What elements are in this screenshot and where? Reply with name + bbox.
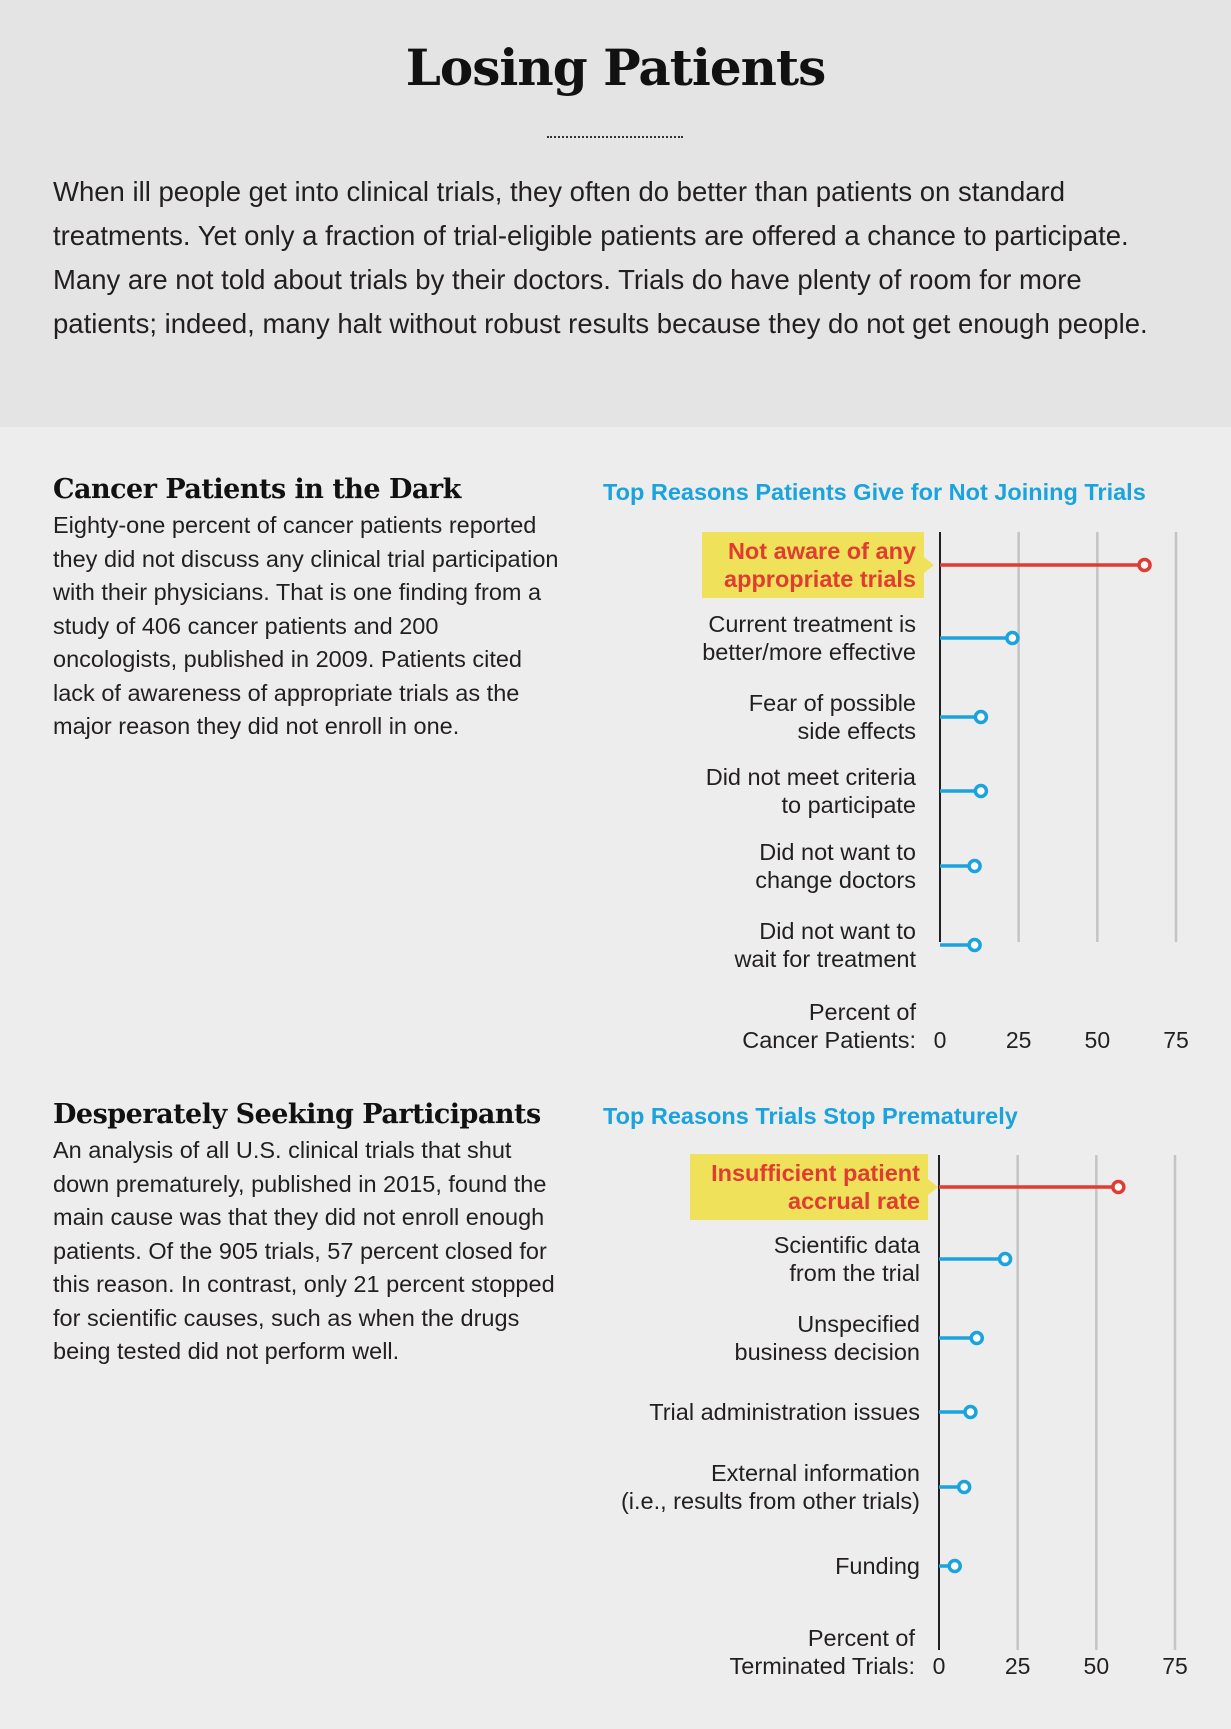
intro-paragraph: When ill people get into clinical trials, they often do better than patients on standard treatments. Yet only a fraction of trial-eligible patients are offered a chance to participate. Many are not told about trials by their doctors. Trials do have plenty of room for more patients; indeed, many halt without robust results because they do not get enough people.	[53, 176, 1148, 339]
category-label: side effects	[797, 718, 916, 744]
lollipop-marker	[959, 1482, 970, 1493]
axis-label: Percent of	[807, 1625, 915, 1651]
lollipop-marker	[971, 1333, 982, 1344]
chart-title-trial-stop-reasons: Top Reasons Trials Stop Prematurely	[603, 1103, 1018, 1129]
title-divider	[547, 136, 683, 138]
category-label: Scientific data	[773, 1232, 920, 1258]
section-text-cancer-patients: Eighty-one percent of cancer patients reported they did not discuss any clinical trial participation with their physicians. That is one finding from a study of 406 cancer patients and 200 oncologists, published in 2009. Patients cited lack of awareness of appropriate trials as the major reason they did not enroll in one.	[53, 512, 559, 739]
category-label: Current treatment is	[708, 611, 916, 637]
category-label: wait for treatment	[734, 946, 916, 972]
tick-label: 50	[1083, 1653, 1110, 1679]
category-label: Trial administration issues	[649, 1399, 920, 1425]
lollipop-marker	[1139, 560, 1150, 571]
category-label: Did not meet criteria	[705, 764, 916, 790]
header-panel	[0, 0, 1231, 427]
category-label: business decision	[734, 1339, 920, 1365]
category-label: Fear of possible	[748, 690, 916, 716]
lollipop-marker	[1000, 1254, 1011, 1265]
lollipop-marker	[969, 940, 980, 951]
category-label: Did not want to	[759, 918, 916, 944]
tick-label: 0	[932, 1653, 946, 1679]
axis-label: Terminated Trials:	[729, 1653, 915, 1679]
highlight-label-pointer	[924, 557, 934, 573]
category-label: accrual rate	[788, 1188, 920, 1214]
lollipop-marker	[965, 1407, 976, 1418]
tick-label: 25	[1005, 1027, 1032, 1053]
category-label: Not aware of any	[727, 538, 916, 564]
chart-patient-reasons	[0, 510, 1231, 1070]
category-label: Insufficient patient	[711, 1160, 920, 1186]
tick-label: 75	[1163, 1027, 1189, 1053]
chart-title-patient-reasons: Top Reasons Patients Give for Not Joining Trials	[603, 479, 1146, 505]
tick-label: 0	[933, 1027, 947, 1053]
section-text-seeking-participants: An analysis of all U.S. clinical trials that shut down prematurely, published in 2015, found the main cause was that they did not enroll enough patients. Of the 905 trials, 57 percent closed for this reason. In contrast, only 21 percent stopped for scientific causes, such as when the drugs being tested did not perform well.	[53, 1137, 555, 1364]
page-title: Losing Patients	[405, 38, 826, 97]
category-label: change doctors	[755, 867, 916, 893]
lollipop-marker	[969, 861, 980, 872]
chart-trial-stop-reasons	[0, 1130, 1231, 1710]
lollipop-marker	[949, 1561, 960, 1572]
category-label: (i.e., results from other trials)	[620, 1488, 920, 1514]
lollipop-marker	[1113, 1182, 1124, 1193]
category-label: from the trial	[789, 1260, 920, 1286]
category-label: appropriate trials	[724, 566, 916, 592]
tick-label: 50	[1084, 1027, 1111, 1053]
section-heading-cancer-patients: Cancer Patients in the Dark	[53, 474, 461, 505]
axis-label: Percent of	[808, 999, 916, 1025]
tick-label: 25	[1004, 1653, 1031, 1679]
category-label: to participate	[781, 792, 916, 818]
category-label: Funding	[835, 1553, 920, 1579]
axis-label: Cancer Patients:	[742, 1027, 916, 1053]
lollipop-marker	[975, 786, 986, 797]
highlight-label-pointer	[928, 1179, 938, 1195]
category-label: better/more effective	[702, 639, 916, 665]
section-heading-seeking-participants: Desperately Seeking Participants	[53, 1099, 541, 1130]
category-label: Did not want to	[759, 839, 916, 865]
lollipop-marker	[1007, 633, 1018, 644]
category-label: Unspecified	[797, 1311, 920, 1337]
lollipop-marker	[975, 712, 986, 723]
category-label: External information	[711, 1460, 920, 1486]
tick-label: 75	[1162, 1653, 1188, 1679]
